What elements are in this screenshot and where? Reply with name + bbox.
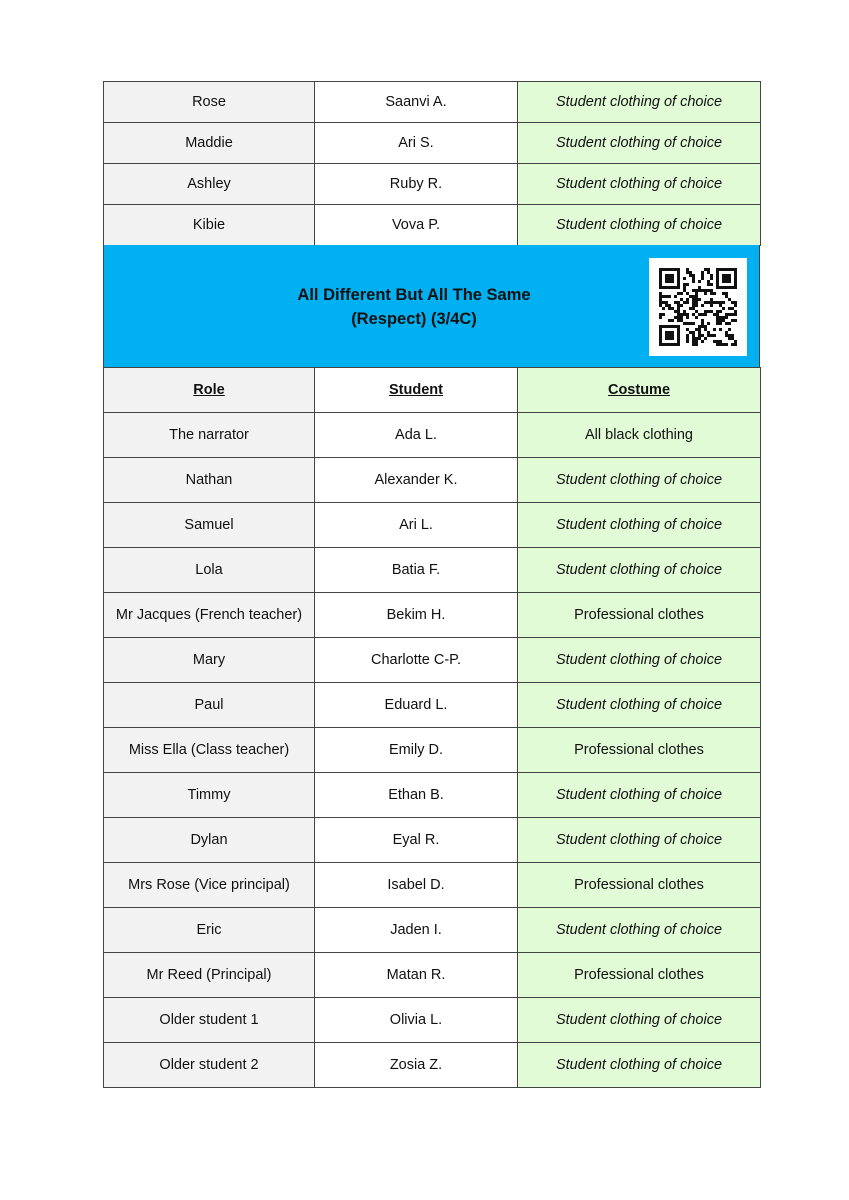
table-row [104, 1043, 761, 1088]
role-cell: Kibie [104, 205, 315, 246]
cast-table [103, 367, 761, 1088]
table-row [104, 818, 761, 863]
table-row [104, 164, 761, 205]
role-cell: Dylan [104, 818, 315, 863]
play-title-banner [103, 245, 760, 367]
costume-cell: Student clothing of choice [518, 548, 761, 593]
costume-cell: Student clothing of choice [518, 503, 761, 548]
cast-table-header-row [104, 368, 761, 413]
cast-table-body [104, 368, 761, 1088]
costume-cell: Student clothing of choice [518, 638, 761, 683]
role-cell: Mr Reed (Principal) [104, 953, 315, 998]
table-row [104, 458, 761, 503]
role-cell: Maddie [104, 123, 315, 164]
role-cell: Mrs Rose (Vice principal) [104, 863, 315, 908]
top-cast-table-body [104, 82, 761, 246]
costume-cell: Student clothing of choice [518, 123, 761, 164]
costume-cell: Student clothing of choice [518, 82, 761, 123]
role-cell: Paul [104, 683, 315, 728]
role-cell: Older student 2 [104, 1043, 315, 1088]
top-cast-table [103, 81, 761, 246]
student-cell: Bekim H. [315, 593, 518, 638]
costume-cell: Student clothing of choice [518, 773, 761, 818]
role-cell: Lola [104, 548, 315, 593]
table-row [104, 683, 761, 728]
table-row [104, 123, 761, 164]
table-row [104, 593, 761, 638]
role-cell: Samuel [104, 503, 315, 548]
student-cell: Olivia L. [315, 998, 518, 1043]
play-title-line-1: All Different But All The Same [297, 286, 531, 304]
costume-cell: Student clothing of choice [518, 1043, 761, 1088]
student-cell: Ethan B. [315, 773, 518, 818]
table-row [104, 548, 761, 593]
table-row [104, 638, 761, 683]
costume-cell: Student clothing of choice [518, 683, 761, 728]
role-cell: The narrator [104, 413, 315, 458]
role-cell: Ashley [104, 164, 315, 205]
costume-cell: Student clothing of choice [518, 205, 761, 246]
costume-cell: Student clothing of choice [518, 998, 761, 1043]
role-cell: Eric [104, 908, 315, 953]
costume-cell: Professional clothes [518, 593, 761, 638]
role-cell: Older student 1 [104, 998, 315, 1043]
student-cell: Batia F. [315, 548, 518, 593]
student-cell: Saanvi A. [315, 82, 518, 123]
table-row [104, 953, 761, 998]
student-cell: Ari S. [315, 123, 518, 164]
role-cell: Mr Jacques (French teacher) [104, 593, 315, 638]
table-row [104, 863, 761, 908]
costume-cell: Professional clothes [518, 953, 761, 998]
play-title [214, 283, 614, 331]
table-row [104, 205, 761, 246]
header-student: Student [315, 368, 518, 413]
role-cell: Rose [104, 82, 315, 123]
student-cell: Eduard L. [315, 683, 518, 728]
student-cell: Emily D. [315, 728, 518, 773]
student-cell: Jaden I. [315, 908, 518, 953]
header-costume: Costume [518, 368, 761, 413]
student-cell: Vova P. [315, 205, 518, 246]
table-row [104, 82, 761, 123]
costume-cell: Professional clothes [518, 863, 761, 908]
table-row [104, 413, 761, 458]
table-row [104, 728, 761, 773]
table-row [104, 908, 761, 953]
student-cell: Matan R. [315, 953, 518, 998]
student-cell: Ada L. [315, 413, 518, 458]
student-cell: Alexander K. [315, 458, 518, 503]
costume-cell: Student clothing of choice [518, 164, 761, 205]
costume-cell: Student clothing of choice [518, 458, 761, 503]
costume-cell: Professional clothes [518, 728, 761, 773]
table-row [104, 998, 761, 1043]
role-cell: Miss Ella (Class teacher) [104, 728, 315, 773]
role-cell: Nathan [104, 458, 315, 503]
table-row [104, 773, 761, 818]
student-cell: Ruby R. [315, 164, 518, 205]
student-cell: Ari L. [315, 503, 518, 548]
costume-cell: Student clothing of choice [518, 908, 761, 953]
role-cell: Mary [104, 638, 315, 683]
play-title-line-2: (Respect) (3/4C) [351, 310, 477, 328]
header-role: Role [104, 368, 315, 413]
student-cell: Eyal R. [315, 818, 518, 863]
costume-cell: Student clothing of choice [518, 818, 761, 863]
student-cell: Zosia Z. [315, 1043, 518, 1088]
table-row [104, 503, 761, 548]
role-cell: Timmy [104, 773, 315, 818]
student-cell: Charlotte C-P. [315, 638, 518, 683]
qr-code-icon [649, 258, 747, 356]
costume-cell: All black clothing [518, 413, 761, 458]
student-cell: Isabel D. [315, 863, 518, 908]
